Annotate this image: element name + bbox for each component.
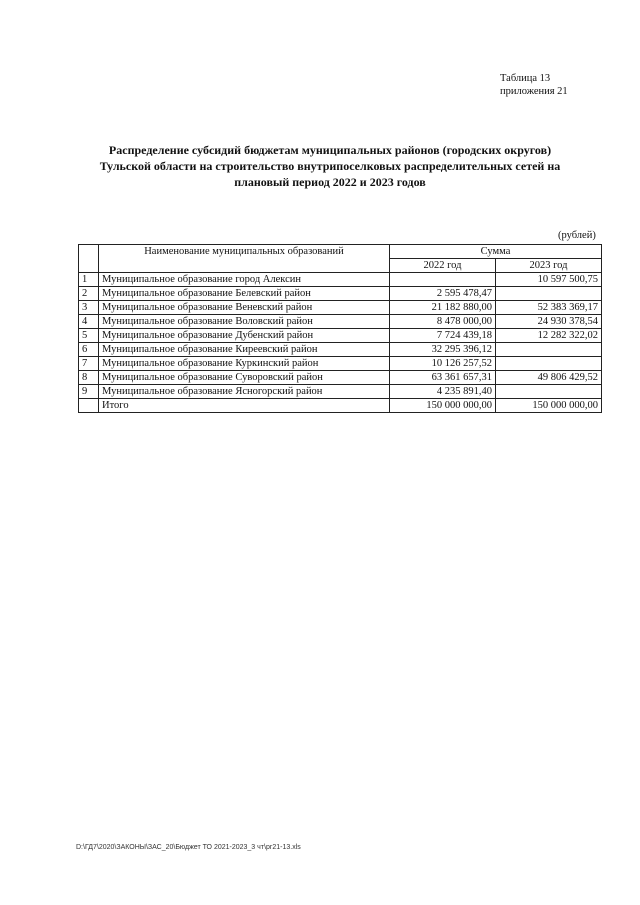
amount-2022: 21 182 880,00 <box>390 301 496 315</box>
table-row <box>79 343 602 357</box>
units-label: (рублей) <box>558 230 596 241</box>
header-number-cell <box>79 245 99 273</box>
amount-2023 <box>496 385 602 399</box>
amount-2023 <box>496 287 602 301</box>
header-sum: Сумма <box>390 245 602 259</box>
amount-2022: 32 295 396,12 <box>390 343 496 357</box>
title-line-1: Распределение субсидий бюджетам муниципальных районов (городских округов) <box>108 143 552 157</box>
title-line-2: Тульской области на строительство внутрипоселковых распределительных сетей на <box>99 159 561 173</box>
municipality-name: Муниципальное образование Воловский район <box>99 315 390 329</box>
municipality-name: Муниципальное образование Киреевский район <box>99 343 390 357</box>
amount-2022: 10 126 257,52 <box>390 357 496 371</box>
amount-2022: 8 478 000,00 <box>390 315 496 329</box>
header-name: Наименование муниципальных образований <box>99 245 390 273</box>
table-row <box>79 385 602 399</box>
table-row <box>79 329 602 343</box>
header-2023: 2023 год <box>496 259 602 273</box>
file-path-footer: D:\ГД7\2020\ЗАКОНЫ\ЗАС_20\Бюджет ТО 2021-2023_3 чт\рг21-13.xls <box>76 844 301 851</box>
row-number: 8 <box>79 371 99 385</box>
row-number: 6 <box>79 343 99 357</box>
amount-2022 <box>390 273 496 287</box>
total-2023: 150 000 000,00 <box>496 399 602 413</box>
appendix-number: приложения 21 <box>500 86 568 97</box>
amount-2023 <box>496 357 602 371</box>
table-row <box>79 301 602 315</box>
total-number-cell <box>79 399 99 413</box>
amount-2023: 10 597 500,75 <box>496 273 602 287</box>
amount-2022: 4 235 891,40 <box>390 385 496 399</box>
row-number: 7 <box>79 357 99 371</box>
municipality-name: Муниципальное образование Белевский район <box>99 287 390 301</box>
municipality-name: Муниципальное образование Веневский район <box>99 301 390 315</box>
table-row <box>79 357 602 371</box>
table-reference <box>500 72 568 98</box>
total-row <box>79 399 602 413</box>
municipality-name: Муниципальное образование Дубенский район <box>99 329 390 343</box>
subsidy-table <box>78 244 602 413</box>
row-number: 2 <box>79 287 99 301</box>
header-2022: 2022 год <box>390 259 496 273</box>
amount-2023: 24 930 378,54 <box>496 315 602 329</box>
table-row <box>79 287 602 301</box>
amount-2022: 2 595 478,47 <box>390 287 496 301</box>
amount-2023: 52 383 369,17 <box>496 301 602 315</box>
row-number: 4 <box>79 315 99 329</box>
municipality-name: Муниципальное образование Куркинский район <box>99 357 390 371</box>
municipality-name: Муниципальное образование Суворовский район <box>99 371 390 385</box>
amount-2023: 49 806 429,52 <box>496 371 602 385</box>
amount-2022: 7 724 439,18 <box>390 329 496 343</box>
amount-2022: 63 361 657,31 <box>390 371 496 385</box>
table-row <box>79 273 602 287</box>
total-2022: 150 000 000,00 <box>390 399 496 413</box>
document-title <box>70 142 590 190</box>
amount-2023 <box>496 343 602 357</box>
table-row <box>79 315 602 329</box>
row-number: 1 <box>79 273 99 287</box>
title-line-3: плановый период 2022 и 2023 годов <box>234 175 426 189</box>
municipality-name: Муниципальное образование город Алексин <box>99 273 390 287</box>
row-number: 3 <box>79 301 99 315</box>
table-row <box>79 371 602 385</box>
amount-2023: 12 282 322,02 <box>496 329 602 343</box>
row-number: 9 <box>79 385 99 399</box>
table-number: Таблица 13 <box>500 73 551 84</box>
row-number: 5 <box>79 329 99 343</box>
municipality-name: Муниципальное образование Ясногорский район <box>99 385 390 399</box>
total-label: Итого <box>99 399 390 413</box>
